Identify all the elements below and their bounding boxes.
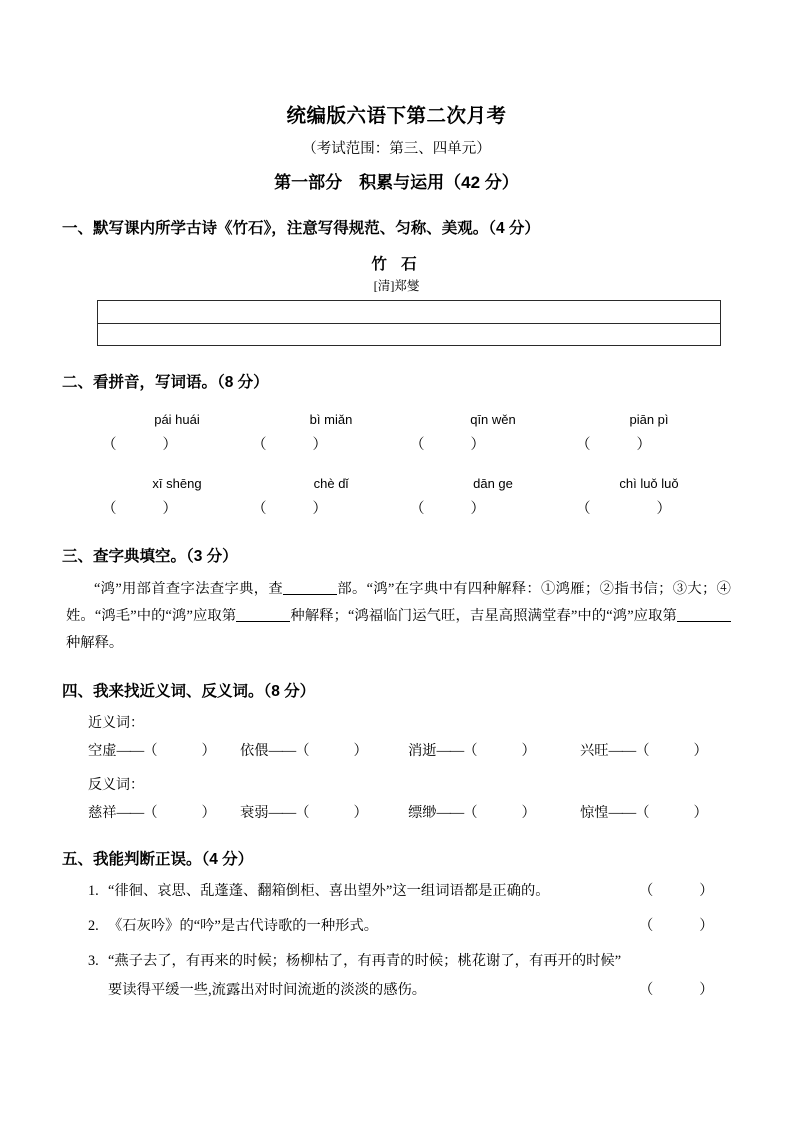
synonym-label: 近义词： [88,716,144,731]
antonym-row [88,799,728,827]
section-two-heading: 二、看拼音，写词语。（8 分） [62,374,269,391]
bracket-right: ） [470,437,485,453]
item-3-indent [88,976,108,1005]
bracket-right: ） [636,437,651,453]
antonym-item-1[interactable] [88,799,240,827]
antonym-word-3: 缥缈 [408,805,437,821]
true-false-item-3 [88,941,731,1005]
bracket-right: ） [353,743,368,759]
bracket-left: （ [576,437,591,453]
poem-author: [清]郑燮 [373,279,420,293]
item-number-1: 1. [88,883,99,899]
section-five-heading: 五、我能判断正误。（4 分） [62,851,254,868]
bracket-left: （ [463,743,478,759]
synonym-word-1: 空虚 [88,743,117,759]
item-answer-bracket-3[interactable] [639,976,731,1005]
bracket-right: ） [693,743,708,759]
antonym-item-2[interactable] [240,799,408,827]
section-one-heading: 一、默写课内所学古诗《竹石》，注意写得规范、匀称、美观。（4 分） [62,220,540,237]
answer-bracket-row-1 [102,432,722,458]
bracket-right: ） [693,805,708,821]
antonym-item-3[interactable] [408,799,580,827]
dash: —— [436,805,464,821]
antonym-item-4[interactable] [580,799,728,827]
dash: —— [268,805,296,821]
bracket-left: （ [410,501,425,517]
item-number-2: 2. [88,918,99,934]
dash: —— [608,743,636,759]
poem-title: 竹 石 [371,256,422,273]
dict-text-3: 种解释；“鸿福临门运气旺，吉星高照满堂春”中的“鸿”应取第 [290,608,677,624]
bracket-left: （ [102,437,117,453]
section-four [62,657,731,827]
item-3-line-1 [88,947,731,976]
bracket-left: （ [143,805,158,821]
answer-bracket-7[interactable] [410,496,576,522]
answer-bracket-3[interactable] [410,432,576,458]
part-one-title: 第一部分 积累与运用（42 分） [274,173,519,192]
dict-text-2: 部。“鸿”在字典中有四种解释：①鸿雁；②指书信；③大；④姓。“鸿毛”中的“鸿”应取第 [66,581,731,624]
dash: —— [436,743,464,759]
dict-text-4: 种解释。 [66,635,124,651]
bracket-left: （ [635,805,650,821]
dictionary-question-text [66,568,731,657]
item-number-3: 3. [88,953,99,969]
pinyin-block-row1 [62,394,731,458]
bracket-left: （ [102,501,117,517]
true-false-item-2 [88,906,731,941]
antonym-word-1: 慈祥 [88,805,117,821]
dict-blank-3[interactable] [677,621,731,622]
bracket-right: ） [162,501,177,517]
pinyin-row-2 [102,472,722,496]
item-text-1: “徘徊、哀思、乱蓬蓬、翻箱倒柜、喜出望外”这一组词语都是正确的。 [108,883,550,899]
bracket-left: （ [295,743,310,759]
item-answer-bracket-2[interactable] [639,912,731,941]
bracket-left: （ [295,805,310,821]
section-five [62,827,731,1005]
answer-bracket-5[interactable] [102,496,252,522]
dash: —— [608,805,636,821]
bracket-right: ） [201,743,216,759]
dash: —— [116,743,144,759]
bracket-right: ） [656,501,671,517]
item-3-line-2 [88,976,731,1005]
bracket-right: ） [201,805,216,821]
section-three [62,522,731,657]
answer-bracket-1[interactable] [102,432,252,458]
bracket-right: ） [312,437,327,453]
pinyin-1: pái huái [154,412,200,427]
section-four-heading: 四、我来找近义词、反义词。（8 分） [62,683,316,700]
dict-blank-1[interactable] [283,594,337,595]
item-text-3-cont: 要读得平缓一些,流露出对时间流逝的淡淡的感伤。 [108,982,427,998]
bracket-right: ） [699,883,714,899]
pinyin-block-row2 [62,458,731,522]
dict-text-1: “鸿”用部首查字法查字典，查 [94,581,284,597]
bracket-left: （ [252,437,267,453]
synonym-word-2: 依偎 [240,743,269,759]
pinyin-7: dān ge [473,476,513,491]
pinyin-6: chè dǐ [313,476,349,491]
antonym-label: 反义词： [88,778,144,793]
bracket-left: （ [252,501,267,517]
bracket-right: ） [353,805,368,821]
synonym-item-3[interactable] [408,737,580,765]
answer-line-1[interactable] [98,301,720,323]
poem-answer-box[interactable] [97,300,721,346]
synonym-item-4[interactable] [580,737,728,765]
bracket-left: （ [143,743,158,759]
bracket-left: （ [639,883,654,899]
item-text-3: “燕子去了，有再来的时候；杨柳枯了，有再青的时候；桃花谢了，有再开的时候” [108,953,622,969]
answer-bracket-2[interactable] [252,432,410,458]
section-one [62,195,731,346]
synonym-row [88,737,728,765]
item-answer-bracket-1[interactable] [639,877,731,906]
item-text-2: 《石灰吟》的“吟”是古代诗歌的一种形式。 [108,918,379,934]
synonym-word-4: 兴旺 [580,743,609,759]
antonym-word-4: 惊惶 [580,805,609,821]
pinyin-2: bì miǎn [309,412,353,427]
synonym-item-2[interactable] [240,737,408,765]
bracket-right: ） [699,982,714,998]
dict-blank-2[interactable] [236,621,290,622]
bracket-left: （ [639,982,654,998]
bracket-left: （ [635,743,650,759]
bracket-right: ） [470,501,485,517]
answer-line-2[interactable] [98,323,720,345]
bracket-left: （ [576,501,591,517]
pinyin-row-1 [102,408,722,432]
answer-bracket-4[interactable] [576,432,722,458]
exam-scope-subtitle: （考试范围：第三、四单元） [302,141,491,157]
answer-bracket-row-2 [102,496,722,522]
bracket-right: ） [162,437,177,453]
page-content [62,0,731,1005]
bracket-right: ） [521,805,536,821]
pinyin-8: chì luǒ luǒ [619,476,679,491]
synonym-item-1[interactable] [88,737,240,765]
pinyin-4: piān pì [629,412,669,427]
answer-bracket-8[interactable] [576,496,722,522]
dash: —— [116,805,144,821]
dash: —— [268,743,296,759]
page-title: 统编版六语下第二次月考 [286,105,507,127]
antonym-word-2: 衰弱 [240,805,269,821]
bracket-right: ） [521,743,536,759]
pinyin-5: xī shēng [152,476,202,491]
bracket-left: （ [463,805,478,821]
pinyin-3: qīn wěn [470,412,516,427]
answer-bracket-6[interactable] [252,496,410,522]
bracket-right: ） [699,918,714,934]
section-three-heading: 三、查字典填空。（3 分） [62,548,238,565]
synonym-word-3: 消逝 [408,743,437,759]
bracket-left: （ [410,437,425,453]
bracket-right: ） [312,501,327,517]
section-two [62,346,731,522]
true-false-item-1 [88,871,731,906]
bracket-left: （ [639,918,654,934]
